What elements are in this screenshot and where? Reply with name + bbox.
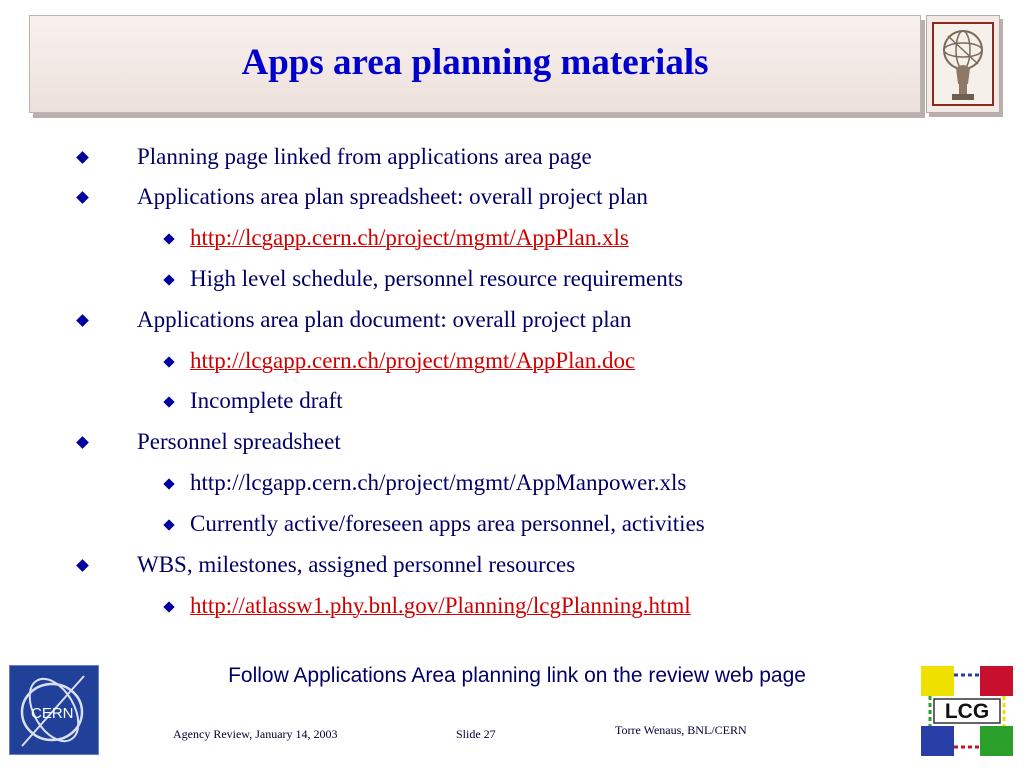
bullet-item: Applications area plan document: overall project plan bbox=[137, 305, 631, 335]
bullet-item: WBS, milestones, assigned personnel resources bbox=[137, 550, 575, 580]
lcg-logo bbox=[920, 665, 1014, 757]
lcg-grid-icon bbox=[920, 665, 1014, 757]
sub-bullet-item[interactable] bbox=[190, 591, 691, 621]
bullet-item: Planning page linked from applications area page bbox=[137, 142, 592, 172]
sub-bullet-item: Incomplete draft bbox=[190, 386, 343, 416]
footer-event: Agency Review, January 14, 2003 bbox=[173, 727, 338, 741]
svg-text:CERN: CERN bbox=[31, 705, 74, 722]
diamond-bullet-icon bbox=[163, 519, 174, 530]
lcg-planning-link[interactable]: http://atlassw1.phy.bnl.gov/Planning/lcgPlanning.html bbox=[190, 593, 691, 618]
diamond-bullet-icon bbox=[76, 559, 89, 572]
sub-bullet-item: Currently active/foreseen apps area personnel, activities bbox=[190, 509, 705, 539]
review-note: Follow Applications Area planning link on the review web page bbox=[228, 664, 806, 687]
cern-logo bbox=[9, 665, 99, 755]
atlas-logo bbox=[926, 15, 1000, 113]
sub-bullet-item: http://lcgapp.cern.ch/project/mgmt/AppManpower.xls bbox=[190, 468, 686, 498]
bullet-item: Personnel spreadsheet bbox=[137, 427, 341, 457]
cern-emblem-icon bbox=[10, 666, 98, 754]
appplan-xls-link[interactable]: http://lcgapp.cern.ch/project/mgmt/AppPlan.xls bbox=[190, 225, 629, 250]
sub-bullet-item[interactable] bbox=[190, 346, 635, 376]
diamond-bullet-icon bbox=[76, 314, 89, 327]
footer-slide-number: Slide 27 bbox=[456, 727, 496, 741]
diamond-bullet-icon bbox=[163, 356, 174, 367]
diamond-bullet-icon bbox=[163, 274, 174, 285]
title-bar bbox=[29, 15, 921, 113]
svg-text:LCG: LCG bbox=[944, 700, 990, 723]
appplan-doc-link[interactable]: http://lcgapp.cern.ch/project/mgmt/AppPlan.doc bbox=[190, 348, 636, 373]
diamond-bullet-icon bbox=[163, 478, 174, 489]
diamond-bullet-icon bbox=[76, 151, 89, 164]
diamond-bullet-icon bbox=[163, 396, 174, 407]
slide-title: Apps area planning materials bbox=[241, 41, 709, 83]
atlas-statue-icon bbox=[932, 22, 994, 106]
diamond-bullet-icon bbox=[163, 233, 174, 244]
bullet-item: Applications area plan spreadsheet: overall project plan bbox=[137, 182, 648, 212]
diamond-bullet-icon bbox=[163, 601, 174, 612]
diamond-bullet-icon bbox=[76, 436, 89, 449]
sub-bullet-item: High level schedule, personnel resource requirements bbox=[190, 264, 683, 294]
footer-author: Torre Wenaus, BNL/CERN bbox=[615, 723, 747, 737]
diamond-bullet-icon bbox=[76, 191, 89, 204]
sub-bullet-item[interactable] bbox=[190, 223, 629, 253]
